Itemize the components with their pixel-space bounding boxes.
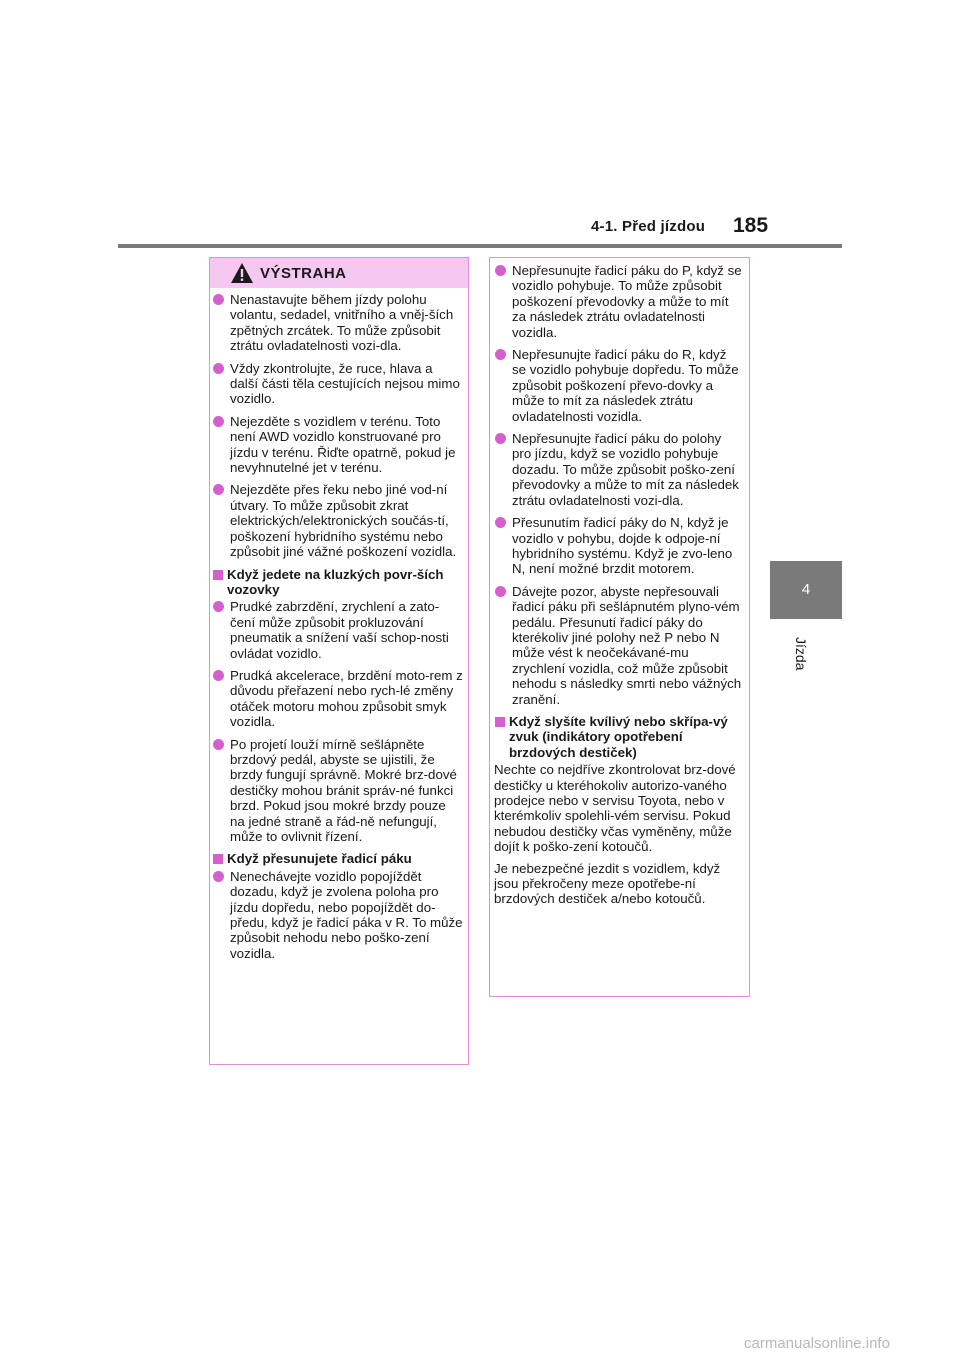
bullet-item: Nenechávejte vozidlo popojíždět dozadu, když je zvolena poloha pro jízdu dopředu, nebo popojíždět do-předu, když je řadicí páka v R. To může způsobit nehodu nebo poško-zení vozidla. bbox=[212, 869, 464, 961]
warning-content bbox=[212, 292, 464, 968]
chapter-label-wrap bbox=[770, 625, 842, 671]
bullet-item: Vždy zkontrolujte, že ruce, hlava a další části těla cestujících nejsou mimo vozidlo. bbox=[212, 361, 464, 407]
bullet-item: Dávejte pozor, abyste nepřesouvali řadicí páku při sešlápnutém plyno-vém pedálu. Přesunutí řadicí páky do kterékoliv jiné polohy než P nebo N může vést k neočekávané-mu zrychlení vozidla, což může způsobit nehodu s následky smrti nebo vážných zranění. bbox=[494, 584, 744, 707]
subsection-heading: Když slyšíte kvílivý nebo skřípa-vý zvuk (indikátory opotřebení brzdových destiček) bbox=[494, 714, 744, 760]
paragraph: Je nebezpečné jezdit s vozidlem, když jsou překročeny meze opotřebe-ní brzdových destiček a/nebo kotoučů. bbox=[494, 860, 721, 907]
watermark: carmanualsonline.info bbox=[744, 1335, 890, 1352]
section-title: 4-1. Před jízdou bbox=[591, 218, 706, 235]
bullet-item: Nepřesunujte řadicí páku do R, když se vozidlo pohybuje dopředu. To může způsobit poškození převo-dovky a může to mít za následek ztrátu ovladatelnosti vozidla. bbox=[494, 347, 744, 424]
bullet-item: Prudká akcelerace, brzdění moto-rem z důvodu přeřazení nebo rych-lé změny otáček motoru mohou způsobit smyk vozidla. bbox=[212, 668, 464, 730]
header-rule bbox=[118, 244, 842, 248]
bullet-item: Nejezděte přes řeku nebo jiné vod-ní útvary. To může způsobit zkrat elektrických/elektronických součás-tí, poškození hybridního systému nebo způsobit jiné vážné poškození vozidla. bbox=[212, 482, 464, 559]
bullet-item: Nenastavujte během jízdy polohu volantu, sedadel, vnitřního a vněj-ších zpětných zrcátek. To může způsobit ztrátu ovladatelnosti vozi-dla. bbox=[212, 292, 464, 354]
bullet-item: Přesunutím řadicí páky do N, když je vozidlo v pohybu, dojde k odpoje-ní hybridního systému. Když je zvo-leno N, není možné brzdit motorem. bbox=[494, 515, 744, 577]
subsection-heading: Když jedete na kluzkých povr-ších vozovky bbox=[212, 567, 464, 598]
bullet-item: Nepřesunujte řadicí páku do P, když se vozidlo pohybuje. To může způsobit poškození převodovky a může to mít za následek ztrátu ovladatelnosti vozidla. bbox=[494, 263, 744, 340]
chapter-label: Jízda bbox=[793, 637, 809, 671]
page-number: 185 bbox=[733, 214, 769, 237]
bullet-item: Po projetí louží mírně sešlápněte brzdový pedál, abyste se ujistili, že brzdy fungují správně. Mokré brz-dové destičky mohou bránit správ-né funkci brzd. Pokud jsou mokré brzdy pouze na jedné straně a řád-ně nefungují, může to ovlivnit řízení. bbox=[212, 737, 464, 845]
chapter-number: 4 bbox=[801, 581, 811, 598]
continued-warning-content bbox=[494, 263, 744, 913]
chapter-tab bbox=[770, 561, 842, 619]
bullet-item: Prudké zabrzdění, zrychlení a zato-čení může způsobit prokluzování pneumatik a snížení vaší schop-nosti ovládat vozidlo. bbox=[212, 599, 464, 661]
paragraph: Nechte co nejdříve zkontrolovat brz-dové destičky u kteréhokoliv autorizo-vaného prodejce nebo v servisu Toyota, nebo v kterémkoliv spolehli-vém servisu. Pokud nebudou destičky včas vyměněny, může dojít k poško-zení kotoučů. bbox=[494, 762, 736, 855]
bullet-item: Nejezděte s vozidlem v terénu. Toto není AWD vozidlo konstruované pro jízdu v terénu. Řiďte opatrně, pokud je nevyhnutelné jet v terénu. bbox=[212, 414, 464, 476]
warning-title: VÝSTRAHA bbox=[260, 265, 347, 282]
warning-triangle-icon bbox=[230, 262, 254, 284]
warning-header bbox=[210, 258, 468, 288]
subsection-heading: Když přesunujete řadicí páku bbox=[212, 851, 464, 866]
bullet-item: Nepřesunujte řadicí páku do polohy pro jízdu, když se vozidlo pohybuje dozadu. To může způsobit poško-zení převodovky a může to mít za následek ztrátu ovladatelnosti vozi-dla. bbox=[494, 431, 744, 508]
